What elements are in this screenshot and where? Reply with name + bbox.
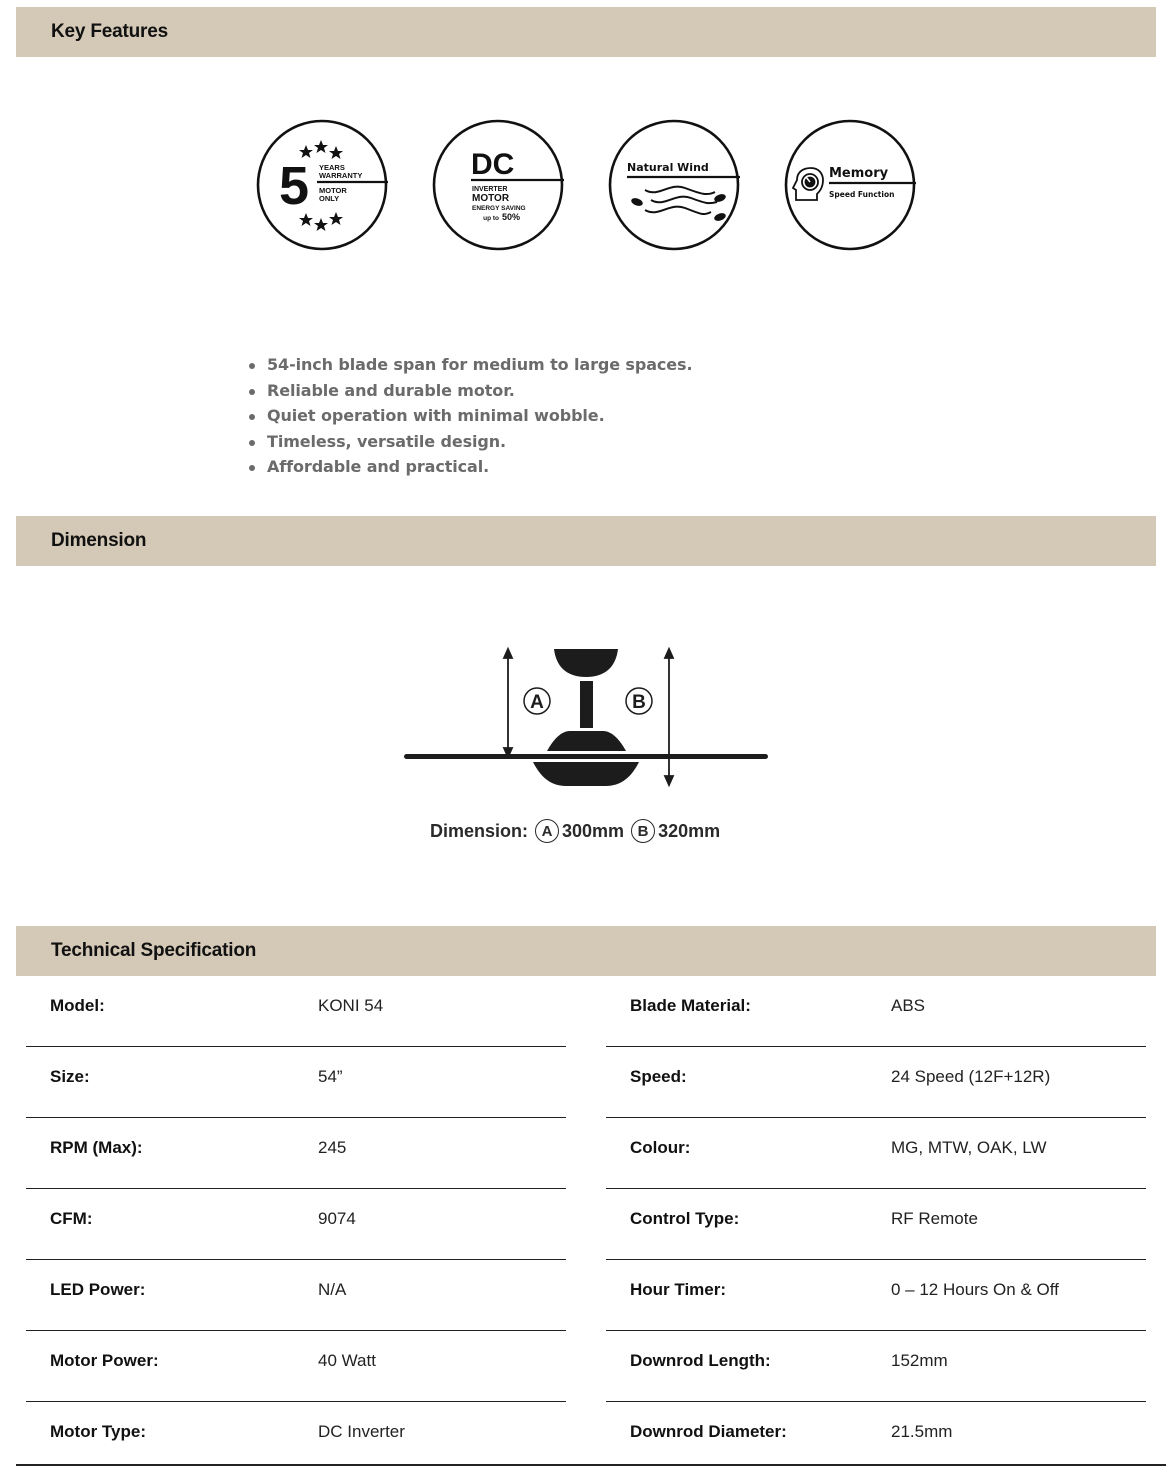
warranty-line-1: YEARS [319, 163, 345, 172]
dimension-label: Dimension: [430, 820, 529, 841]
spec-value: DC Inverter [318, 1422, 405, 1441]
table-bottom-divider [16, 1464, 1166, 1466]
section-header-key-features [16, 7, 1156, 57]
memory-title: Memory [829, 166, 889, 181]
spec-label: Blade Material: [630, 996, 751, 1015]
spec-label: Size: [50, 1067, 90, 1086]
svg-text:B: B [632, 692, 646, 713]
section-header-technical-specification [16, 926, 1156, 976]
spec-row-hour-timer [606, 1260, 1146, 1331]
spec-label: Motor Type: [50, 1422, 147, 1441]
spec-row-colour [606, 1118, 1146, 1189]
feature-list [247, 354, 692, 482]
feature-item: Timeless, versatile design. [247, 431, 692, 457]
spec-row-rpm [26, 1118, 566, 1189]
spec-row-blade-material [606, 976, 1146, 1047]
spec-label: LED Power: [50, 1280, 146, 1299]
warranty-years-number: 5 [279, 156, 310, 216]
warranty-line-3: MOTOR [319, 186, 347, 195]
spec-value: RF Remote [891, 1209, 978, 1228]
dc-line-1: INVERTER [472, 186, 508, 193]
section-title: Dimension [51, 530, 147, 551]
spec-label: Downrod Length: [630, 1351, 771, 1370]
spec-row-motor-type [26, 1402, 566, 1472]
feature-item: Reliable and durable motor. [247, 380, 692, 406]
spec-table-left [26, 976, 566, 1472]
spec-label: Control Type: [630, 1209, 740, 1228]
dimension-b-marker: B [631, 819, 655, 843]
feature-item: 54-inch blade span for medium to large spaces. [247, 354, 692, 380]
dc-motor-badge-icon [431, 118, 565, 252]
spec-row-downrod-length [606, 1331, 1146, 1402]
spec-value: 0 – 12 Hours On & Off [891, 1280, 1059, 1299]
warranty-line-4: ONLY [319, 194, 340, 203]
spec-value: 9074 [318, 1209, 356, 1228]
dc-label: DC [471, 148, 515, 181]
dimension-caption [430, 816, 720, 846]
warranty-line-2: WARRANTY [319, 171, 363, 180]
spec-row-motor-power [26, 1331, 566, 1402]
dimension-a-marker: A [535, 819, 559, 843]
dc-line-2: MOTOR [472, 193, 510, 204]
spec-label: RPM (Max): [50, 1138, 143, 1157]
spec-label: Motor Power: [50, 1351, 159, 1370]
fan-silhouette-icon [404, 649, 768, 786]
dc-line-4: up to [483, 215, 499, 222]
dimension-marker-a [524, 688, 550, 714]
feature-item: Quiet operation with minimal wobble. [247, 405, 692, 431]
spec-value: ABS [891, 996, 926, 1015]
spec-value: 152mm [891, 1351, 948, 1370]
spec-value: 40 Watt [318, 1351, 376, 1370]
svg-text:A: A [530, 692, 544, 713]
dc-line-3: ENERGY SAVING [472, 205, 526, 212]
dimension-a-value: 300mm [562, 820, 625, 841]
spec-label: Downrod Diameter: [630, 1422, 787, 1441]
natural-wind-title: Natural Wind [627, 161, 709, 174]
spec-label: Hour Timer: [630, 1280, 727, 1299]
spec-table-right [606, 976, 1146, 1472]
spec-value: 21.5mm [891, 1422, 953, 1441]
spec-value: KONI 54 [318, 996, 384, 1015]
spec-label: Model: [50, 996, 105, 1015]
memory-badge-icon [783, 118, 917, 252]
spec-row-control-type [606, 1189, 1146, 1260]
spec-value: 245 [318, 1138, 347, 1157]
section-title: Technical Specification [51, 940, 257, 961]
memory-subtitle: Speed Function [829, 190, 895, 199]
section-header-dimension [16, 516, 1156, 566]
spec-row-led-power [26, 1260, 566, 1331]
spec-value: 24 Speed (12F+12R) [891, 1067, 1051, 1086]
spec-label: Colour: [630, 1138, 691, 1157]
dimension-marker-b [626, 688, 652, 714]
spec-row-cfm [26, 1189, 566, 1260]
dimension-b-value: 320mm [658, 820, 721, 841]
feature-item: Affordable and practical. [247, 456, 692, 482]
section-title: Key Features [51, 21, 168, 42]
natural-wind-badge-icon [607, 118, 741, 252]
fan-dimension-diagram [400, 640, 780, 800]
spec-value: MG, MTW, OAK, LW [891, 1138, 1047, 1157]
warranty-badge-icon [255, 118, 389, 252]
spec-value: N/A [318, 1280, 347, 1299]
spec-row-size [26, 1047, 566, 1118]
spec-label: Speed: [630, 1067, 687, 1086]
spec-row-speed [606, 1047, 1146, 1118]
spec-value: 54” [318, 1067, 343, 1086]
spec-row-model [26, 976, 566, 1047]
dc-line-5: 50% [502, 212, 521, 222]
spec-label: CFM: [50, 1209, 93, 1228]
spec-row-downrod-diameter [606, 1402, 1146, 1472]
